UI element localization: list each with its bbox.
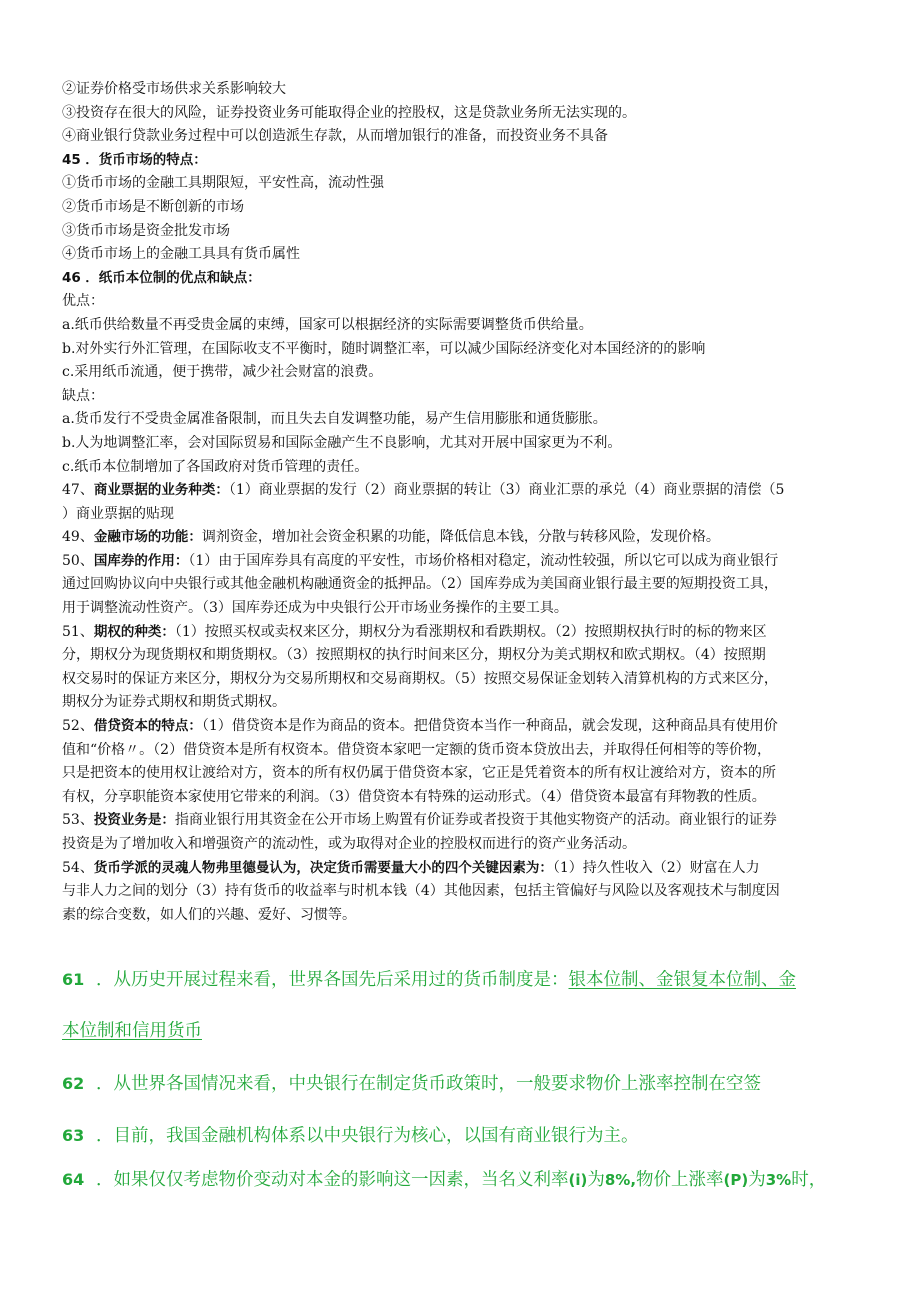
text-line: ）商业票据的贴现 [62, 505, 174, 522]
question-text: ．从历史开展过程来看，世界各国先后采用过的货币制度是： [96, 970, 569, 990]
question-61-continued [62, 1017, 202, 1042]
text-line: c.采用纸币流通，便于携带，减少社会财富的浪费。 [62, 364, 383, 381]
section-title: ．纸币本位制的优点和缺点： [85, 269, 261, 286]
text-line: ④货币市场上的金融工具具有货币属性 [62, 246, 300, 263]
formula-token: (i) [568, 1171, 588, 1189]
text-line: a.纸币供给数量不再受贵金属的束缚，国家可以根据经济的实际需要调整货币供给量。 [62, 316, 593, 333]
section-text: （1）商业票据的发行（2）商业票据的转让（3）商业汇票的承兑（4）商业票据的清偿（5 [228, 482, 785, 499]
text-line: 缺点： [62, 387, 104, 404]
section-paragraph [62, 715, 862, 739]
formula-token: 3% [765, 1171, 792, 1189]
section-number: 47、 [62, 482, 94, 499]
question-number: 62 [62, 1074, 85, 1093]
section-title: ．货币市场的特点： [85, 151, 207, 168]
section-number: 52、 [62, 718, 94, 735]
text-line: c.纸币本位制增加了各国政府对货币管理的责任。 [62, 458, 369, 475]
section-heading [62, 149, 862, 173]
formula-token: (P) [723, 1171, 749, 1189]
section-title: 货币学派的灵魂人物弗里德曼认为，决定货币需要量大小的四个关键因素为： [93, 859, 553, 876]
question-text: 为 [748, 1170, 766, 1190]
section-number: 50、 [62, 552, 94, 569]
question-63 [62, 1122, 639, 1147]
section-title: 金融市场的功能： [93, 529, 202, 546]
answer-text: 银本位制、金银复本位制、金 [568, 970, 796, 990]
text-line: 分，期权分为现货期权和期货期权。（3）按照期权的执行时间来区分，期权分为美式期权和欧式期权。（4）按照期 [62, 647, 766, 664]
text-line: 素的综合变数，如人们的兴趣、爱好、习惯等。 [62, 906, 356, 923]
question-text: 时， [791, 1170, 827, 1190]
section-heading [62, 267, 862, 291]
section-text: 指商业银行用其资金在公开市场上购置有价证券或者投资于其他实物资产的活动。商业银行的证券 [174, 812, 777, 829]
section-paragraph [62, 550, 862, 574]
text-line: 投资是为了增加收入和增强资产的流动性，或为取得对企业的控股权而进行的资产业务活动。 [62, 836, 636, 852]
section-number: 46 [62, 269, 81, 286]
text-line: 有权，分享职能资本家使用它带来的利润。（3）借贷资本有特殊的运动形式。（4）借贷资本最富有拜物教的性质。 [62, 788, 766, 805]
section-title: 期权的种类： [93, 623, 175, 640]
section-paragraph [62, 621, 862, 645]
section-title: 借贷资本的特点： [93, 718, 202, 735]
section-number: 45 [62, 151, 81, 168]
question-61 [62, 966, 796, 991]
text-line: a.货币发行不受贵金属准备限制，而且失去自发调整功能，易产生信用膨胀和通货膨胀。 [62, 411, 607, 428]
text-line: 通过回购协议向中央银行或其他金融机构融通资金的抵押品。（2）国库券成为美国商业银行最主要的短期投资工具， [62, 576, 778, 593]
text-line: 值和“价格〃。（2）借贷资本是所有权资本。借贷资本家吧一定额的货币资本贷放出去，并取得任何相等的等价物， [62, 741, 772, 758]
section-title: 投资业务是： [93, 812, 175, 829]
text-line: ②证券价格受市场供求关系影响较大 [62, 81, 286, 97]
text-line: b.人为地调整汇率，会对国际贸易和国际金融产生不良影响，尤其对开展中国家更为不利。 [62, 434, 622, 451]
section-number: 49、 [62, 529, 94, 546]
section-text: （1）持久性收入（2）财富在人力 [552, 859, 760, 876]
section-number: 53、 [62, 812, 94, 829]
question-number: 61 [62, 970, 85, 989]
text-line: b.对外实行外汇管理，在国际收支不平衡时，随时调整汇率，可以减少国际经济变化对本国经济的的影响 [62, 340, 706, 357]
text-line: 只是把资本的使用权让渡给对方，资本的所有权仍属于借贷资本家，它正是凭着资本的所有权让渡给对方，资本的所 [62, 765, 776, 782]
text-line: 用于调整流动性资产。（3）国库券还成为中央银行公开市场业务操作的主要工具。 [62, 600, 568, 617]
question-number: 64 [62, 1170, 85, 1189]
section-paragraph [62, 526, 862, 550]
text-line: ④商业银行贷款业务过程中可以创造派生存款，从而增加银行的准备，而投资业务不具备 [62, 128, 608, 145]
section-title: 国库券的作用： [93, 552, 189, 569]
question-text: ．目前，我国金融机构体系以中央银行为核心，以国有商业银行为主。 [96, 1126, 639, 1146]
text-line: 与非人力之间的划分（3）持有货币的收益率与时机本钱（4）其他因素，包括主管偏好与风险以及客观技术与制度因 [62, 883, 780, 900]
text-line: ②货币市场是不断创新的市场 [62, 198, 244, 215]
text-line: ③投资存在很大的风险，证券投资业务可能取得企业的控股权，这是贷款业务所无法实现的。 [62, 104, 636, 121]
question-number: 63 [62, 1126, 85, 1145]
section-text: （1）借贷资本是作为商品的资本。把借贷资本当作一种商品，就会发现，这种商品具有使用价 [201, 718, 778, 735]
text-line: 优点： [62, 293, 104, 310]
section-number: 51、 [62, 623, 94, 640]
section-text: （1）由于国库券具有高度的平安性，市场价格相对稳定，流动性较强，所以它可以成为商业银行 [188, 552, 779, 569]
section-number: 54、 [62, 859, 94, 876]
question-text: ．如果仅仅考虑物价变动对本金的影响这一因素，当名义利率 [96, 1170, 569, 1190]
document-body [62, 78, 862, 927]
question-62 [62, 1070, 761, 1095]
question-text: 物价上涨率 [636, 1170, 724, 1190]
section-paragraph [62, 857, 862, 881]
question-64 [62, 1166, 826, 1191]
answer-text: 本位制和信用货币 [62, 1021, 202, 1041]
section-text: 调剂资金，增加社会资金积累的功能，降低信息本钱，分散与转移风险，发现价格。 [201, 529, 720, 546]
section-paragraph [62, 479, 862, 503]
text-line: 权交易时的保证方来区分，期权分为交易所期权和交易商期权。（5）按照交易保证金划转入清算机构的方式来区分， [62, 670, 778, 687]
text-line: 期权分为证券式期权和期货式期权。 [62, 694, 286, 711]
section-text: （1）按照买权或卖权来区分，期权分为看涨期权和看跌期权。（2）按照期权执行时的标的物来区 [174, 623, 767, 640]
question-text: ．从世界各国情况来看，中央银行在制定货币政策时，一般要求物价上涨率控制在空签 [96, 1074, 761, 1094]
question-text: 为 [587, 1170, 605, 1190]
section-title: 商业票据的业务种类： [93, 482, 229, 499]
text-line: ①货币市场的金融工具期限短，平安性高，流动性强 [62, 175, 384, 192]
section-paragraph [62, 809, 862, 833]
formula-token: 8%, [604, 1171, 637, 1189]
text-line: ③货币市场是资金批发市场 [62, 222, 230, 239]
